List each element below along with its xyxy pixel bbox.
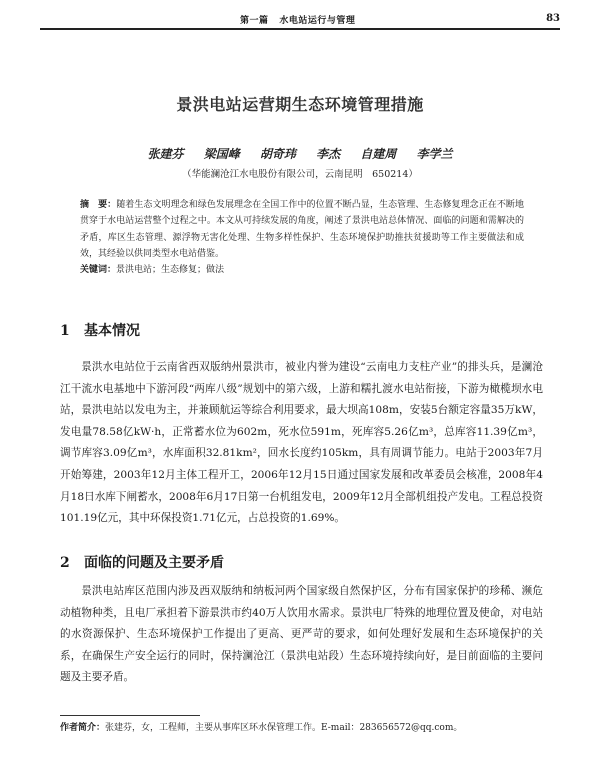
- page-number: 83: [546, 13, 560, 24]
- section-number: 2: [60, 555, 70, 571]
- footnote-text: 张建芬，女，工程师，主要从事库区环水保管理工作。E-mail：283656572@qq.com。: [105, 723, 463, 733]
- section-number: 1: [60, 323, 70, 339]
- running-header: [40, 10, 560, 30]
- author-footnote: [60, 720, 540, 733]
- author-list: [0, 145, 600, 162]
- abstract-label: 摘 要：: [80, 200, 117, 210]
- footnote-label: 作者简介：: [60, 723, 106, 733]
- section-body-1: 景洪水电站位于云南省西双版纳州景洪市，被业内誉为建设“云南电力支柱产业”的排头兵，是澜沧江干流水电基地中下游河段“两库八级”规划中的第六级，上游和糯扎渡水电站衔接，下游为橄榄坝水电站，景洪电站以发电为主，并兼顾航运等综合利用要求，最大坝高108m，安装5台额定容量35万kW，发电量78.58亿kW·h，正常蓄水位为602m，死水位591m，死库容5.26亿m³，总库容11.39亿m³，调节库容3.09亿m³，水库面积32.81km²，回水长度约105km，具有周调节能力。电站于2003年7月开始筹建，2003年12月主体工程开工，2006年12月15日通过国家发展和改革委员会核准，2008年4月18日水库下闸蓄水，2008年6月17日第一台机组发电，2009年12月全部机组投产发电。工程总投资101.19亿元，其中环保投资1.71亿元，占总投资的1.69%。: [60, 361, 543, 525]
- section-heading-2: [60, 552, 224, 572]
- article-title: 景洪电站运营期生态环境管理措施: [176, 95, 424, 114]
- section-title: 面临的问题及主要矛盾: [84, 555, 224, 571]
- footnote-divider: [60, 715, 200, 716]
- section-heading-1: [60, 320, 140, 340]
- section-label: 水电站运行与管理: [279, 16, 356, 26]
- affiliation: （华能澜沧江水电股份有限公司，云南昆明 650214）: [182, 169, 418, 180]
- section-body-2: 景洪电站库区范围内涉及西双版纳和纳板河两个国家级自然保护区，分布有国家保护的珍稀、濒危动植物种类，且电厂承担着下游景洪市约40万人饮用水需求。景洪电厂特殊的地理位置及使命，对电站的水资源保护、生态环境保护工作提出了更高、更严苛的要求，如何处理好发展和生态环境保护的关系，在确保生产安全运行的同时，保持澜沧江（景洪电站段）生态环境持续向好，是目前面临的主要问题及主要矛盾。: [60, 585, 543, 684]
- author-name: 自建周: [360, 147, 397, 161]
- section-title: 基本情况: [84, 323, 140, 339]
- author-name: 李杰: [316, 147, 341, 161]
- keywords-label: 关键词：: [80, 265, 117, 275]
- keywords-text: 景洪电站；生态修复；做法: [116, 265, 225, 275]
- keywords: [80, 262, 524, 278]
- author-name: 张建芬: [147, 147, 184, 161]
- chapter-label: 第一篇: [240, 16, 269, 26]
- author-name: 梁国峰: [203, 147, 240, 161]
- running-header-title: [240, 13, 355, 26]
- abstract-text: 随着生态文明理念和绿色发展理念在全国工作中的位置不断凸显，生态管理、生态修复理念正在不断地贯穿于水电站运营整个过程之中。本文从可持续发展的角度，阐述了景洪电站总体情况、面临的问题和需解决的矛盾，库区生态管理、源浮物无害化处理、生物多样性保护、生态环境保护助推扶贫援助等工作主要做法和成效，其经验以供同类型水电站借鉴。: [80, 200, 524, 259]
- author-name: 胡奇玮: [259, 147, 296, 161]
- author-name: 李学兰: [416, 147, 453, 161]
- abstract: [80, 197, 524, 262]
